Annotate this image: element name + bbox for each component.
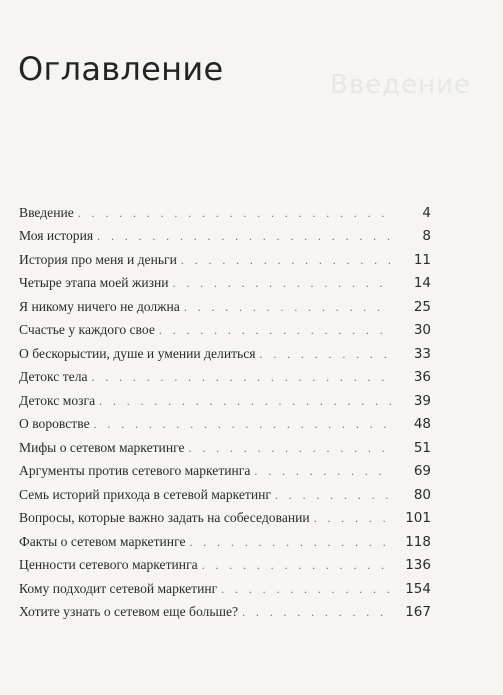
toc-row [19, 365, 431, 388]
page-title: Оглавление [18, 50, 224, 88]
toc-label: Семь историй прихода в сетевой маркетинг [19, 486, 271, 502]
toc-page-number: 167 [405, 603, 431, 620]
leader-dots [242, 601, 391, 624]
toc-row [19, 224, 431, 247]
leader-dots [184, 296, 391, 319]
toc-label: Моя история [19, 228, 94, 244]
toc-label: Факты о сетевом маркетинге [19, 533, 186, 549]
toc-page-number: 36 [413, 369, 431, 386]
leader-dots [202, 554, 391, 577]
leader-dots [159, 319, 391, 342]
toc-row [19, 248, 431, 271]
leader-dots [190, 531, 392, 554]
leader-dots [189, 437, 391, 460]
toc-row [19, 295, 431, 318]
leader-dots [275, 484, 391, 507]
toc-page-number: 39 [413, 392, 431, 409]
toc-row [19, 553, 431, 576]
toc-label: История про меня и деньги [19, 251, 177, 267]
toc-page-number: 118 [405, 533, 431, 550]
table-of-contents [19, 201, 431, 623]
toc-page-number: 4 [422, 205, 431, 221]
toc-page-number: 154 [405, 580, 431, 597]
toc-label: Ценности сетевого маркетинга [19, 557, 198, 573]
leader-dots [78, 202, 391, 225]
toc-page-number: 8 [422, 228, 431, 245]
toc-label: Кому подходит сетевой маркетинг [19, 580, 218, 596]
toc-row [19, 506, 431, 529]
toc-page-number: 33 [413, 345, 431, 362]
toc-page-number: 30 [413, 322, 431, 339]
toc-page-number: 69 [413, 463, 431, 480]
leader-dots [99, 390, 391, 413]
toc-page-number: 51 [413, 439, 431, 456]
toc-label: Введение [19, 205, 74, 220]
leader-dots [94, 413, 391, 436]
toc-label: О бескорыстии, душе и умении делиться [19, 345, 256, 361]
toc-label: Хотите узнать о сетевом еще больше? [19, 603, 239, 619]
toc-label: Мифы о сетевом маркетинге [19, 439, 185, 455]
toc-label: Детокс тела [19, 369, 88, 385]
toc-row [19, 483, 431, 506]
toc-label: О воровстве [19, 416, 90, 432]
toc-row [19, 318, 431, 341]
leader-dots [260, 343, 391, 366]
toc-label: Детокс мозга [19, 392, 96, 408]
leader-dots [314, 507, 391, 530]
toc-label: Вопросы, которые важно задать на собеседовании [19, 510, 310, 526]
toc-row [19, 412, 431, 435]
leader-dots [97, 225, 391, 248]
toc-row [19, 201, 431, 224]
toc-row [19, 600, 431, 623]
toc-label: Я никому ничего не должна [19, 298, 180, 314]
toc-row [19, 342, 431, 365]
toc-row [19, 271, 431, 294]
toc-label: Четыре этапа моей жизни [19, 275, 169, 291]
toc-page-number: 136 [405, 557, 431, 574]
toc-page-number: 48 [413, 416, 431, 433]
toc-row [19, 389, 431, 412]
leader-dots [173, 272, 391, 295]
toc-page-number: 101 [405, 510, 431, 527]
toc-label: Аргументы против сетевого маркетинга [19, 463, 251, 479]
leader-dots [181, 249, 391, 272]
toc-label: Счастье у каждого свое [19, 322, 155, 338]
toc-row [19, 577, 431, 600]
toc-page-number: 80 [413, 486, 431, 503]
toc-row [19, 436, 431, 459]
toc-page-number: 11 [413, 251, 431, 268]
leader-dots [92, 366, 391, 389]
leader-dots [254, 460, 391, 483]
toc-row [19, 530, 431, 553]
bleed-through-text: Введение [330, 70, 472, 100]
toc-page-number: 25 [413, 298, 431, 315]
toc-row [19, 459, 431, 482]
leader-dots [221, 578, 391, 601]
toc-page-number: 14 [413, 275, 431, 292]
